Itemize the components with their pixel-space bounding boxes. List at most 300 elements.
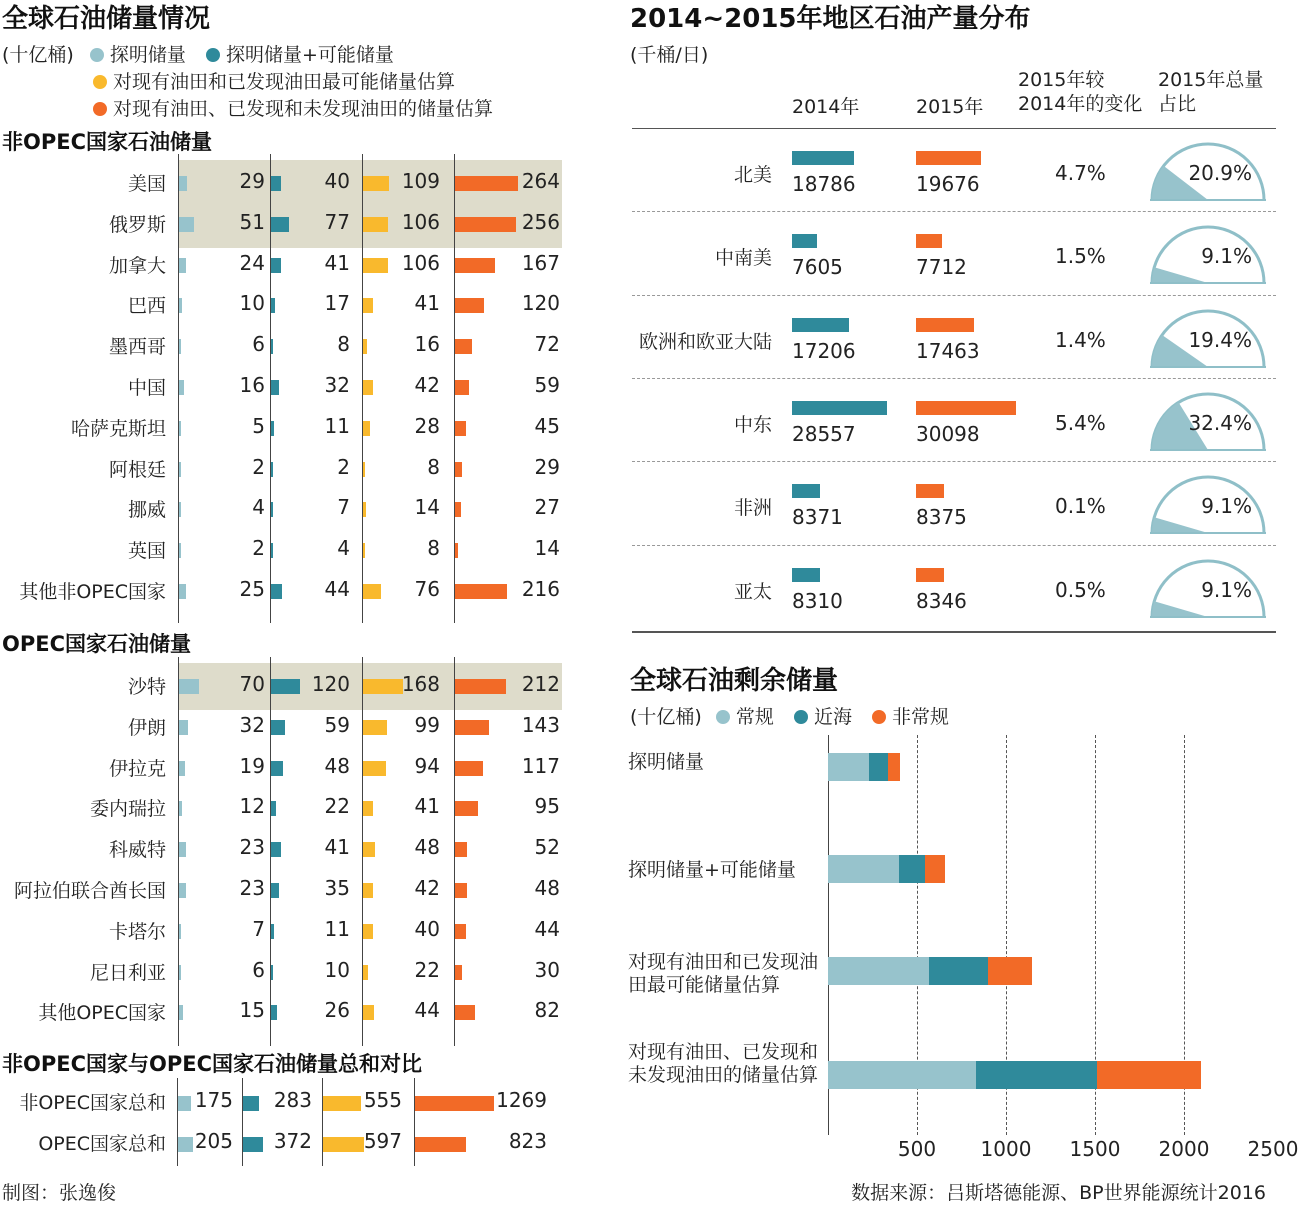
remain-tick-label: 1000 bbox=[980, 1137, 1032, 1161]
legend-dot-unconventional bbox=[872, 710, 886, 724]
reserve-value: 77 bbox=[324, 209, 350, 234]
total-bar bbox=[323, 1096, 361, 1111]
prod-title: 2014~2015年地区石油产量分布 bbox=[630, 4, 1031, 34]
source: 数据来源：吕斯塔德能源、BP世界能源统计2016 bbox=[851, 1182, 1266, 1204]
reserve-bar bbox=[179, 842, 186, 857]
reserve-bar bbox=[179, 421, 181, 436]
reserve-bar bbox=[271, 883, 279, 898]
reserve-value: 32 bbox=[239, 712, 265, 737]
remain-category-label: 对现有油田和已发现油田最可能储量估算 bbox=[628, 951, 819, 996]
remain-bar-segment bbox=[888, 753, 900, 781]
prod-value-2014: 18786 bbox=[792, 172, 856, 196]
reserve-value: 22 bbox=[324, 794, 350, 819]
reserve-bar bbox=[455, 761, 483, 776]
reserve-value: 23 bbox=[239, 835, 265, 860]
reserve-value: 4 bbox=[337, 536, 350, 561]
left-title: 全球石油储量情况 bbox=[2, 4, 211, 34]
reserve-bar bbox=[455, 801, 478, 816]
prod-bar-2014 bbox=[792, 484, 820, 498]
reserve-value: 48 bbox=[534, 876, 560, 900]
country-label: 巴西 bbox=[127, 295, 166, 318]
reserve-value: 8 bbox=[337, 332, 350, 357]
col-share: 2015年总量 占比 bbox=[1158, 69, 1264, 115]
reserve-bar bbox=[179, 679, 199, 694]
reserve-bar bbox=[455, 679, 506, 694]
reserve-value: 45 bbox=[534, 413, 560, 438]
total-bar bbox=[178, 1137, 193, 1152]
row-divider bbox=[632, 545, 1276, 546]
reserve-bar bbox=[179, 462, 181, 477]
legend-proven: 探明储量 bbox=[109, 44, 186, 66]
reserve-bar bbox=[363, 380, 373, 395]
reserve-value: 117 bbox=[521, 753, 560, 778]
reserve-bar bbox=[363, 761, 386, 776]
gauge-wedge bbox=[1152, 517, 1208, 533]
legend-dot-proven-possible bbox=[206, 48, 220, 62]
prod-bar-2015 bbox=[916, 484, 944, 498]
total-value: 283 bbox=[273, 1088, 312, 1112]
reserve-bar bbox=[179, 543, 181, 558]
remain-bar-segment bbox=[976, 1061, 1097, 1089]
prod-value-2015: 30098 bbox=[916, 421, 980, 446]
share-value: 32.4% bbox=[1188, 410, 1252, 435]
legend-dot-offshore bbox=[794, 710, 808, 724]
reserve-bar bbox=[363, 679, 403, 694]
nonopec-title: 非OPEC国家石油储量 bbox=[2, 130, 212, 154]
reserve-value: 59 bbox=[324, 712, 350, 737]
row-divider bbox=[632, 295, 1276, 296]
country-label: 英国 bbox=[127, 540, 166, 563]
prod-bar-2015 bbox=[916, 568, 944, 582]
total-value: 555 bbox=[363, 1088, 402, 1112]
reserve-value: 6 bbox=[252, 957, 265, 982]
share-value: 9.1% bbox=[1201, 577, 1252, 602]
prod-bar-2014 bbox=[792, 401, 887, 415]
total-value: 372 bbox=[273, 1129, 312, 1153]
region-label: 亚太 bbox=[733, 580, 772, 603]
remain-bar-segment bbox=[899, 855, 925, 883]
share-value: 20.9% bbox=[1188, 161, 1252, 185]
reserve-bar bbox=[271, 679, 300, 694]
reserve-bar bbox=[363, 298, 373, 313]
reserve-value: 40 bbox=[324, 169, 350, 193]
reserve-value: 99 bbox=[414, 712, 440, 737]
remain-tick-label: 500 bbox=[897, 1137, 937, 1161]
reserve-bar bbox=[363, 720, 387, 735]
reserve-value: 167 bbox=[521, 250, 560, 275]
reserve-value: 44 bbox=[414, 998, 440, 1023]
share-value: 9.1% bbox=[1201, 244, 1252, 269]
reserve-value: 41 bbox=[414, 794, 440, 819]
credit: 制图：张逸俊 bbox=[2, 1182, 117, 1204]
remain-tick-label: 2500 bbox=[1247, 1137, 1299, 1161]
remain-unit: (十亿桶) bbox=[630, 706, 702, 728]
region-label: 北美 bbox=[733, 164, 772, 186]
prod-unit: (千桶/日) bbox=[630, 44, 709, 66]
reserve-bar bbox=[271, 1005, 277, 1020]
reserve-bar bbox=[271, 176, 281, 191]
reserve-value: 143 bbox=[521, 712, 560, 737]
reserve-value: 27 bbox=[534, 495, 560, 520]
reserve-bar bbox=[363, 462, 365, 477]
reserve-bar bbox=[179, 965, 181, 980]
reserve-value: 11 bbox=[324, 413, 350, 438]
prod-value-2015: 19676 bbox=[916, 172, 980, 196]
reserve-bar bbox=[179, 801, 182, 816]
reserve-bar bbox=[179, 176, 187, 191]
country-label: 卡塔尔 bbox=[108, 920, 166, 943]
reserve-value: 41 bbox=[414, 291, 440, 316]
reserve-bar bbox=[179, 1005, 183, 1020]
reserve-bar bbox=[363, 883, 373, 898]
prod-bar-2014 bbox=[792, 234, 817, 248]
reserve-bar bbox=[271, 842, 281, 857]
country-label: 其他OPEC国家 bbox=[38, 1002, 166, 1025]
reserve-value: 264 bbox=[521, 169, 560, 193]
reserve-value: 35 bbox=[324, 876, 350, 900]
reserve-value: 29 bbox=[239, 169, 265, 193]
reserve-bar bbox=[363, 801, 373, 816]
remain-category-label: 探明储量 bbox=[628, 751, 705, 773]
legend-offshore: 近海 bbox=[813, 706, 852, 728]
reserve-value: 25 bbox=[239, 577, 265, 601]
reserve-value: 11 bbox=[324, 916, 350, 941]
reserve-value: 19 bbox=[239, 753, 265, 778]
reserve-bar bbox=[271, 924, 274, 939]
total-column-line-1 bbox=[242, 1078, 243, 1166]
country-label: 中国 bbox=[127, 377, 166, 399]
legend-conventional: 常规 bbox=[735, 706, 774, 728]
country-label: 哈萨克斯坦 bbox=[70, 417, 166, 440]
reserve-bar bbox=[179, 258, 186, 273]
reserve-value: 2 bbox=[337, 454, 350, 479]
prod-bar-2014 bbox=[792, 568, 820, 582]
total-bar bbox=[178, 1096, 191, 1111]
reserve-value: 59 bbox=[534, 373, 560, 397]
reserve-bar bbox=[363, 258, 388, 273]
remain-bar-segment bbox=[869, 753, 888, 781]
reserve-value: 106 bbox=[401, 209, 440, 234]
reserve-value: 109 bbox=[401, 169, 440, 193]
reserve-value: 40 bbox=[414, 916, 440, 941]
reserve-value: 14 bbox=[534, 536, 560, 561]
reserve-bar bbox=[363, 842, 375, 857]
prod-value-2014: 8371 bbox=[792, 505, 843, 530]
reserve-value: 72 bbox=[534, 332, 560, 357]
prod-value-2015: 8375 bbox=[916, 505, 967, 530]
reserve-value: 216 bbox=[521, 577, 560, 601]
gauge-wedge bbox=[1152, 601, 1208, 617]
reserve-bar bbox=[271, 298, 275, 313]
reserve-value: 48 bbox=[414, 835, 440, 860]
remain-category-label: 探明储量+可能储量 bbox=[628, 859, 796, 881]
remain-bar-segment bbox=[925, 855, 945, 883]
country-label: 美国 bbox=[127, 173, 166, 195]
reserve-bar bbox=[271, 801, 276, 816]
reserve-bar bbox=[271, 421, 274, 436]
reserve-bar bbox=[455, 380, 469, 395]
region-label: 欧洲和欧亚大陆 bbox=[638, 330, 772, 353]
prod-value-2014: 28557 bbox=[792, 421, 856, 446]
reserve-value: 30 bbox=[534, 957, 560, 982]
prod-value-2014: 7605 bbox=[792, 255, 843, 280]
table-top-rule bbox=[632, 128, 1276, 129]
reserve-bar bbox=[455, 543, 458, 558]
reserve-value: 51 bbox=[239, 209, 265, 234]
legend-undiscovered: 对现有油田、已发现和未发现油田的储量估算 bbox=[113, 98, 494, 120]
total-bar bbox=[323, 1137, 364, 1152]
reserve-bar bbox=[179, 924, 181, 939]
reserve-bar bbox=[455, 720, 489, 735]
total-value: 597 bbox=[363, 1129, 402, 1153]
share-value: 9.1% bbox=[1201, 494, 1252, 519]
prod-bar-2014 bbox=[792, 151, 854, 165]
reserve-value: 42 bbox=[414, 373, 440, 397]
prod-bar-2015 bbox=[916, 151, 981, 165]
col-change: 2015年较 2014年的变化 bbox=[1018, 69, 1143, 115]
total-value: 1269 bbox=[496, 1088, 547, 1112]
reserve-value: 24 bbox=[239, 250, 265, 275]
reserve-bar bbox=[271, 462, 273, 477]
reserve-bar bbox=[271, 217, 289, 232]
region-label: 非洲 bbox=[733, 497, 772, 520]
reserve-bar bbox=[179, 339, 181, 354]
reserve-value: 212 bbox=[521, 672, 560, 696]
remain-bar-segment bbox=[828, 1061, 976, 1089]
reserve-value: 29 bbox=[534, 454, 560, 479]
reserve-bar bbox=[271, 339, 273, 354]
country-label: 委内瑞拉 bbox=[89, 798, 166, 821]
reserve-bar bbox=[363, 176, 389, 191]
reserve-bar bbox=[455, 965, 462, 980]
reserve-value: 48 bbox=[324, 753, 350, 778]
reserve-value: 16 bbox=[414, 332, 440, 357]
reserve-value: 26 bbox=[324, 998, 350, 1023]
reserve-bar bbox=[455, 924, 466, 939]
total-bar bbox=[243, 1137, 263, 1152]
legend-dot-conventional bbox=[716, 710, 730, 724]
reserve-value: 16 bbox=[239, 373, 265, 397]
reserve-bar bbox=[455, 462, 462, 477]
reserve-bar bbox=[363, 421, 370, 436]
country-label: 墨西哥 bbox=[108, 336, 166, 359]
reserve-bar bbox=[455, 217, 516, 232]
reserve-value: 7 bbox=[337, 495, 350, 520]
reserve-value: 82 bbox=[534, 998, 560, 1023]
reserve-value: 120 bbox=[311, 672, 350, 696]
reserve-bar bbox=[179, 217, 194, 232]
prod-value-2015: 17463 bbox=[916, 338, 980, 363]
reserve-bar bbox=[455, 1005, 475, 1020]
reserve-value: 42 bbox=[414, 876, 440, 900]
reserve-bar bbox=[271, 965, 273, 980]
reserve-bar bbox=[179, 883, 186, 898]
reserve-value: 32 bbox=[324, 373, 350, 397]
reserve-value: 10 bbox=[324, 957, 350, 982]
prod-change: 4.7% bbox=[1055, 161, 1106, 185]
reserve-bar bbox=[363, 502, 366, 517]
col-2015: 2015年 bbox=[916, 96, 984, 118]
legend-unconventional: 非常规 bbox=[892, 706, 950, 728]
remain-title: 全球石油剩余储量 bbox=[630, 666, 839, 696]
reserve-value: 23 bbox=[239, 876, 265, 900]
remain-category-label: 对现有油田、已发现和未发现油田的储量估算 bbox=[628, 1041, 819, 1086]
reserve-value: 6 bbox=[252, 332, 265, 357]
prod-bar-2015 bbox=[916, 318, 974, 332]
table-bottom-rule bbox=[632, 631, 1276, 633]
total-bar bbox=[243, 1096, 259, 1111]
legend-dot-undiscovered bbox=[93, 102, 107, 116]
country-label: 尼日利亚 bbox=[89, 961, 166, 984]
prod-bar-2015 bbox=[916, 234, 942, 248]
reserve-value: 17 bbox=[324, 291, 350, 316]
reserve-value: 95 bbox=[534, 794, 560, 819]
reserve-bar bbox=[179, 584, 186, 599]
reserve-value: 10 bbox=[239, 291, 265, 316]
reserve-bar bbox=[271, 502, 273, 517]
country-label: 沙特 bbox=[127, 676, 166, 698]
reserve-bar bbox=[179, 761, 185, 776]
total-chart bbox=[0, 1082, 565, 1166]
reserve-bar bbox=[271, 761, 283, 776]
col-2014: 2014年 bbox=[792, 96, 860, 118]
country-label: 其他非OPEC国家 bbox=[19, 581, 166, 603]
legend-dot-probable bbox=[93, 75, 107, 89]
reserve-bar bbox=[363, 965, 368, 980]
row-divider bbox=[632, 461, 1276, 462]
reserve-bar bbox=[179, 380, 184, 395]
reserve-value: 7 bbox=[252, 916, 265, 941]
remain-bar-segment bbox=[988, 957, 1032, 985]
reserve-bar bbox=[455, 584, 507, 599]
reserve-value: 15 bbox=[239, 998, 265, 1023]
remain-tick-label: 1500 bbox=[1069, 1137, 1121, 1161]
prod-change: 1.5% bbox=[1055, 244, 1106, 269]
reserve-value: 4 bbox=[252, 495, 265, 520]
remaining-reserves-chart bbox=[628, 735, 1299, 1167]
reserve-bar bbox=[455, 421, 466, 436]
nonopec-chart bbox=[0, 160, 565, 617]
reserve-bar bbox=[455, 298, 484, 313]
country-label: 阿拉伯联合酋长国 bbox=[13, 880, 166, 902]
reserve-value: 12 bbox=[239, 794, 265, 819]
prod-bar-2014 bbox=[792, 318, 849, 332]
reserve-value: 2 bbox=[252, 536, 265, 561]
region-label: 中东 bbox=[733, 413, 772, 436]
gauge-wedge bbox=[1152, 268, 1208, 284]
reserve-bar bbox=[363, 217, 388, 232]
reserve-bar bbox=[271, 584, 282, 599]
reserve-bar bbox=[271, 720, 285, 735]
reserve-value: 44 bbox=[324, 577, 350, 601]
prod-bar-2015 bbox=[916, 401, 1016, 415]
remain-bar-segment bbox=[828, 753, 869, 781]
total-column-line-2 bbox=[322, 1078, 323, 1166]
total-title: 非OPEC国家与OPEC国家石油储量总和对比 bbox=[2, 1052, 422, 1076]
reserve-bar bbox=[455, 176, 518, 191]
total-value: 175 bbox=[194, 1088, 233, 1112]
row-divider bbox=[632, 211, 1276, 212]
total-value: 823 bbox=[508, 1129, 547, 1153]
country-label: 加拿大 bbox=[108, 254, 166, 277]
reserve-value: 41 bbox=[324, 835, 350, 860]
total-label: 非OPEC国家总和 bbox=[19, 1092, 166, 1114]
reserve-value: 28 bbox=[414, 413, 440, 438]
reserve-value: 8 bbox=[427, 454, 440, 479]
country-label: 科威特 bbox=[108, 839, 166, 862]
prod-change: 1.4% bbox=[1055, 327, 1106, 352]
reserve-bar bbox=[363, 584, 381, 599]
total-label: OPEC国家总和 bbox=[38, 1133, 166, 1155]
reserve-value: 41 bbox=[324, 250, 350, 275]
reserve-value: 106 bbox=[401, 250, 440, 275]
prod-value-2014: 17206 bbox=[792, 338, 856, 363]
country-label: 挪威 bbox=[127, 499, 166, 522]
reserve-value: 76 bbox=[414, 577, 440, 601]
reserve-bar bbox=[455, 502, 461, 517]
prod-value-2014: 8310 bbox=[792, 588, 843, 613]
reserve-value: 168 bbox=[401, 672, 440, 696]
share-value: 19.4% bbox=[1188, 327, 1252, 352]
reserve-value: 256 bbox=[521, 209, 560, 234]
prod-change: 0.1% bbox=[1055, 494, 1106, 519]
remain-bar-segment bbox=[828, 855, 899, 883]
reserve-value: 5 bbox=[252, 413, 265, 438]
reserve-bar bbox=[455, 883, 467, 898]
reserve-bar bbox=[363, 543, 365, 558]
reserve-bar bbox=[363, 1005, 374, 1020]
reserve-value: 44 bbox=[534, 916, 560, 941]
country-label: 俄罗斯 bbox=[108, 213, 166, 236]
total-column-line-0 bbox=[177, 1078, 178, 1166]
reserve-value: 70 bbox=[239, 672, 265, 696]
reserve-bar bbox=[271, 380, 279, 395]
reserve-bar bbox=[271, 258, 281, 273]
opec-chart bbox=[0, 663, 565, 1040]
country-label: 阿根廷 bbox=[108, 458, 166, 481]
highlight-band bbox=[178, 160, 562, 248]
reserve-bar bbox=[455, 258, 495, 273]
remain-tick-label: 2000 bbox=[1158, 1137, 1210, 1161]
reserve-value: 22 bbox=[414, 957, 440, 982]
reserve-value: 8 bbox=[427, 536, 440, 561]
production-table bbox=[632, 128, 1276, 633]
reserve-bar bbox=[363, 924, 373, 939]
total-bar bbox=[415, 1137, 466, 1152]
remain-legend bbox=[630, 702, 949, 729]
row-divider bbox=[632, 378, 1276, 379]
opec-title: OPEC国家石油储量 bbox=[2, 632, 191, 656]
total-value: 205 bbox=[194, 1129, 233, 1153]
reserve-bar bbox=[179, 502, 181, 517]
unit-label: (十亿桶) bbox=[2, 44, 74, 66]
prod-value-2015: 7712 bbox=[916, 255, 967, 280]
country-label: 伊朗 bbox=[127, 716, 166, 739]
reserve-bar bbox=[179, 720, 188, 735]
reserve-value: 52 bbox=[534, 835, 560, 860]
reserve-bar bbox=[179, 298, 182, 313]
prod-change: 0.5% bbox=[1055, 577, 1106, 602]
total-column-line-3 bbox=[414, 1078, 415, 1166]
reserve-bar bbox=[455, 842, 467, 857]
total-bar bbox=[415, 1096, 494, 1111]
reserve-bar bbox=[363, 339, 367, 354]
region-label: 中南美 bbox=[714, 247, 772, 270]
reserve-legend bbox=[2, 40, 602, 120]
remain-bar-segment bbox=[1097, 1061, 1201, 1089]
reserve-value: 94 bbox=[414, 753, 440, 778]
reserve-bar bbox=[271, 543, 273, 558]
